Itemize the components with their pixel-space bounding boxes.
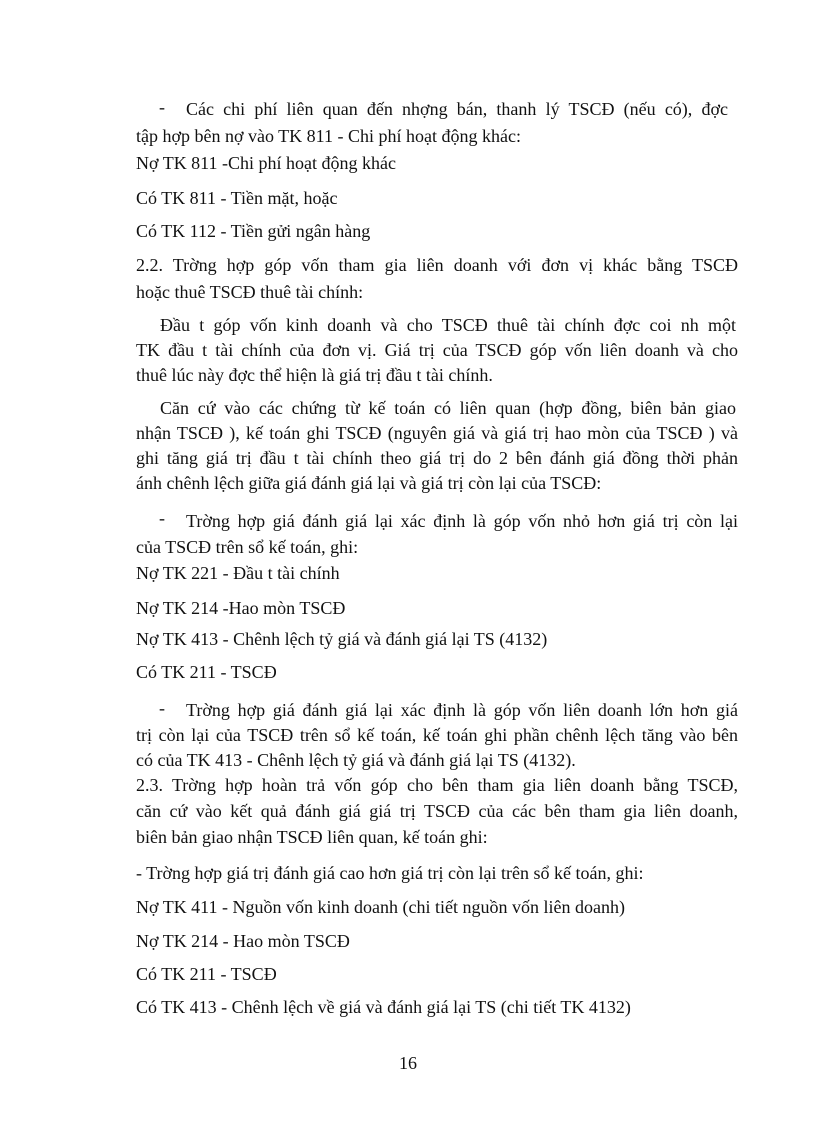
text-line-16: của TSCĐ trên sổ kế toán, ghi: <box>136 537 359 557</box>
text-line-23: có của TK 413 - Chênh lệch tỷ giá và đánh giá lại TS (4132). <box>136 750 576 770</box>
text-line-3: Nợ TK 811 -Chi phí hoạt động khác <box>136 153 396 173</box>
text-line-9: TK đầu t tài chính của đơn vị. Giá trị của TSCĐ góp vốn liên doanh và cho <box>136 340 738 360</box>
text-line-2: tập hợp bên nợ vào TK 811 - Chi phí hoạt động khác: <box>136 126 521 146</box>
text-line-4: Có TK 811 - Tiền mặt, hoặc <box>136 188 338 208</box>
text-line-10: thuê lúc này đợc thể hiện là giá trị đầu t tài chính. <box>136 365 493 385</box>
text-line-31: Có TK 413 - Chênh lệch về giá và đánh giá lại TS (chi tiết TK 4132) <box>136 997 631 1017</box>
text-line-7: hoặc thuê TSCĐ thuê tài chính: <box>136 282 364 302</box>
text-line-18: Nợ TK 214 -Hao mòn TSCĐ <box>136 598 346 618</box>
section-heading-2-3: 2.3. Trờng hợp hoàn trả vốn góp cho bên tham gia liên doanh bằng TSCĐ, <box>136 775 738 795</box>
text-line-25: căn cứ vào kết quả đánh giá giá trị TSCĐ của các bên tham gia liên doanh, <box>136 801 738 821</box>
text-line-8: Đầu t góp vốn kinh doanh và cho TSCĐ thuê tài chính đợc coi nh một <box>160 315 736 335</box>
text-line-15: Trờng hợp giá đánh giá lại xác định là góp vốn nhỏ hơn giá trị còn lại <box>186 511 738 531</box>
text-line-14: ánh chênh lệch giữa giá đánh giá lại và giá trị còn lại của TSCĐ: <box>136 473 602 493</box>
text-line-13: ghi tăng giá trị đầu t tài chính theo giá trị do 2 bên đánh giá đồng thời phản <box>136 448 738 468</box>
text-line-21: Trờng hợp giá đánh giá lại xác định là góp vốn liên doanh lớn hơn giá <box>186 700 738 720</box>
text-line-27: - Trờng hợp giá trị đánh giá cao hơn giá trị còn lại trên sổ kế toán, ghi: <box>136 863 644 883</box>
bullet-2: - <box>159 508 165 528</box>
bullet-3: - <box>159 698 165 718</box>
text-line-12: nhận TSCĐ ), kế toán ghi TSCĐ (nguyên giá và giá trị hao mòn của TSCĐ ) và <box>136 423 738 443</box>
text-line-1: Các chi phí liên quan đến nhợng bán, thanh lý TSCĐ (nếu có), đợc <box>186 99 728 119</box>
text-line-30: Có TK 211 - TSCĐ <box>136 964 277 984</box>
bullet-1: - <box>159 97 165 117</box>
text-line-28: Nợ TK 411 - Nguồn vốn kinh doanh (chi tiết nguồn vốn liên doanh) <box>136 897 625 917</box>
text-line-11: Căn cứ vào các chứng từ kế toán có liên quan (hợp đồng, biên bản giao <box>160 398 736 418</box>
text-line-26: biên bản giao nhận TSCĐ liên quan, kế toán ghi: <box>136 827 488 847</box>
text-line-22: trị còn lại của TSCĐ trên sổ kế toán, kế toán ghi phần chênh lệch tăng vào bên <box>136 725 738 745</box>
text-line-29: Nợ TK 214 - Hao mòn TSCĐ <box>136 931 350 951</box>
text-line-17: Nợ TK 221 - Đầu t tài chính <box>136 563 340 583</box>
text-line-5: Có TK 112 - Tiền gửi ngân hàng <box>136 221 371 241</box>
text-line-19: Nợ TK 413 - Chênh lệch tỷ giá và đánh giá lại TS (4132) <box>136 629 548 649</box>
text-line-20: Có TK 211 - TSCĐ <box>136 662 277 682</box>
page-number: 16 <box>399 1053 417 1073</box>
section-heading-2-2: 2.2. Trờng hợp góp vốn tham gia liên doanh với đơn vị khác bằng TSCĐ <box>136 255 738 275</box>
